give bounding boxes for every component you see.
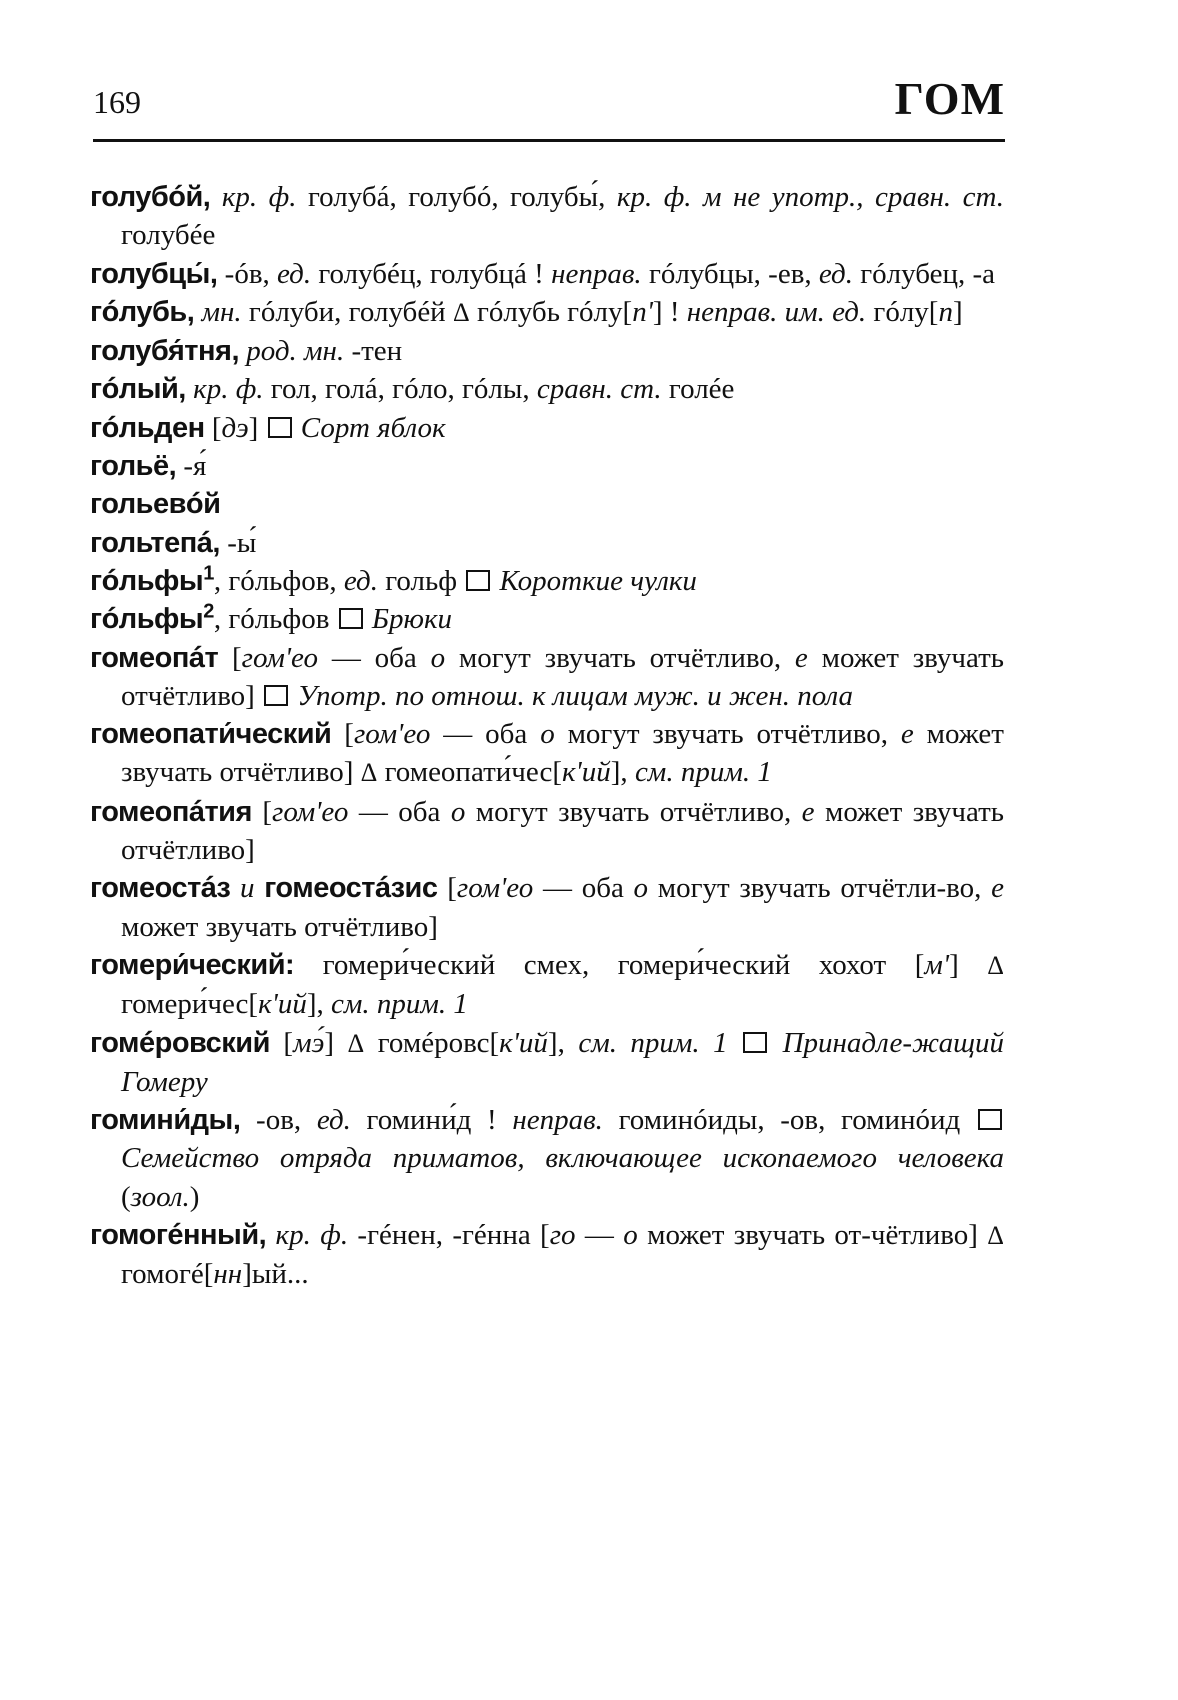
italic-note: Семейство отряда приматов, включающее ископаемого человека xyxy=(121,1142,1004,1175)
entry-text: ] xyxy=(324,1026,348,1059)
italic-note: м' xyxy=(924,948,950,981)
entry-text: может звучать отчётливо] xyxy=(121,718,1004,789)
italic-note: ед. xyxy=(336,564,378,597)
entry-text: гóлуби, голубéй xyxy=(241,295,453,328)
entry-text: голубéе xyxy=(121,219,216,252)
entry-text: ] xyxy=(248,411,266,444)
dictionary-entry-goluboy xyxy=(90,178,1004,255)
italic-note: о xyxy=(540,718,555,751)
entry-text: [ xyxy=(204,411,222,444)
entry-text: , гóльфов xyxy=(213,603,337,636)
dictionary-entry-gominidy xyxy=(90,1101,1004,1216)
italic-note: гом'ео xyxy=(272,795,349,828)
dictionary-entry-golden xyxy=(90,409,1004,447)
italic-note: сравн. ст. xyxy=(529,373,662,406)
entry-text: гóлубь гóлу[ xyxy=(469,295,633,328)
italic-note: о xyxy=(623,1219,638,1252)
italic-note: к'ий xyxy=(499,1026,548,1059)
entry-text: ], xyxy=(610,756,628,789)
headword: гóльфы xyxy=(90,564,204,597)
italic-note: Употр. по отнош. к лицам муж. и жен. пола xyxy=(290,679,854,712)
dictionary-entry-golubtsy xyxy=(90,255,1004,293)
italic-note: ед. xyxy=(301,1104,351,1137)
italic-note: Короткие чулки xyxy=(492,564,697,597)
entry-text: ) xyxy=(189,1180,200,1213)
italic-note: гом'ео xyxy=(353,718,431,751)
italic-note: го xyxy=(549,1219,576,1252)
entry-text: [ xyxy=(269,1026,294,1059)
entry-text: — xyxy=(575,1219,624,1252)
italic-note: е xyxy=(801,795,815,828)
italic-note: Принадле-жащий Гомеру xyxy=(121,1026,1004,1098)
dictionary-entry-goltepa xyxy=(90,524,1004,562)
headword: голубцы́, xyxy=(90,257,218,290)
italic-note: о xyxy=(633,872,649,905)
running-head: ГОМ xyxy=(894,73,1005,124)
headword: гомогéнный, xyxy=(90,1219,267,1252)
entry-text: гомеопати́чес[ xyxy=(377,756,562,789)
dictionary-entry-goly xyxy=(90,370,1004,408)
triangle-icon: Δ xyxy=(360,758,378,788)
entry-text: может звучать от-чётливо] xyxy=(637,1219,988,1252)
italic-note: см. прим. 1 xyxy=(627,756,772,789)
italic-note: мн. xyxy=(194,295,242,328)
headword: гомеостáз xyxy=(90,872,231,905)
italic-note: Сорт яблок xyxy=(293,411,446,444)
headword: гольевóй xyxy=(90,488,221,521)
italic-note: неправ. xyxy=(543,257,642,290)
dictionary-entry-gomeopatiya xyxy=(90,793,1004,870)
italic-note: дэ xyxy=(221,411,249,444)
italic-note: е xyxy=(900,718,914,751)
entry-text: ], xyxy=(547,1026,565,1059)
entry-text: ]ый... xyxy=(242,1258,309,1291)
italic-note: кр. ф. м не употр., сравн. ст. xyxy=(605,181,1004,213)
dictionary-entry-gomeostaz xyxy=(90,869,1004,946)
triangle-icon: Δ xyxy=(987,950,1004,980)
triangle-icon: Δ xyxy=(452,297,470,327)
entry-text: ] xyxy=(952,295,963,328)
italic-note: нн xyxy=(213,1258,243,1291)
italic-note: см. прим. 1 xyxy=(564,1026,742,1059)
entry-text: голубéц, голубцá ! xyxy=(311,257,544,290)
entry-text: может звучать отчётливо] xyxy=(121,910,438,943)
homonym-index: 2 xyxy=(203,600,214,623)
entry-text: голубá, голубó, голубы́, xyxy=(296,181,606,213)
header-rule xyxy=(93,139,1005,142)
headword: гóлубь, xyxy=(90,295,195,328)
dictionary-entry-golfy2 xyxy=(90,600,1004,638)
entry-text: [ xyxy=(251,795,273,828)
entry-text: ], xyxy=(306,988,324,1021)
entry-text: гóлубец, -а xyxy=(852,257,996,290)
italic-note: Брюки xyxy=(364,603,453,636)
headword: гомеопáт xyxy=(90,641,219,674)
entry-text: может звучать отчётливо] xyxy=(121,795,1004,867)
entry-text: гóлубцы, -ев, xyxy=(641,257,812,290)
entry-text: — оба xyxy=(533,872,634,905)
entry-text: -ы́ xyxy=(219,526,257,559)
homonym-index: 1 xyxy=(203,562,214,585)
italic-note: ед. xyxy=(811,257,853,290)
entry-text: ] ! xyxy=(652,295,680,328)
entry-text: гомери́ческий смех, гомери́ческий хохот [ xyxy=(294,948,925,981)
entry-text: -óв, xyxy=(217,257,270,290)
entry-text: гóлу[ xyxy=(866,295,939,328)
entry-text: могут звучать отчётли-во, xyxy=(648,872,992,905)
italic-note: ед. xyxy=(269,257,312,290)
headword: гольтепá, xyxy=(90,526,220,559)
entry-text: гольф xyxy=(377,564,465,597)
headword: гомéровский xyxy=(90,1026,270,1059)
definition-box-icon xyxy=(743,1032,767,1053)
italic-note: п' xyxy=(632,295,653,328)
dictionary-entry-gomeopat xyxy=(90,639,1004,716)
headword: гóльден xyxy=(90,411,205,444)
dictionary-entry-golfy1 xyxy=(90,562,1004,600)
entry-text: гомéровс[ xyxy=(364,1026,500,1059)
headword: гомери́ческий: xyxy=(90,948,295,981)
italic-note: кр. ф. xyxy=(266,1219,349,1252)
entry-text: [ xyxy=(218,641,242,674)
headword: гомеопати́ческий xyxy=(90,718,332,751)
italic-note: о xyxy=(450,795,466,828)
triangle-icon: Δ xyxy=(347,1028,365,1058)
definition-box-icon xyxy=(466,570,490,591)
italic-note: о xyxy=(430,641,446,674)
definition-box-icon xyxy=(268,417,292,438)
entry-text: могут звучать отчётливо, xyxy=(445,641,795,674)
entry-text: -гéнен, -гéнна [ xyxy=(348,1219,550,1252)
entry-text: , гóльфов, xyxy=(213,564,337,597)
definition-box-icon xyxy=(264,685,288,706)
dictionary-entry-golevoy xyxy=(90,485,1004,523)
dictionary-entries xyxy=(90,178,1004,1294)
entry-text: могут звучать отчётливо, xyxy=(465,795,802,828)
dictionary-entry-golyo xyxy=(90,447,1004,485)
entry-text: -я́ xyxy=(176,450,207,483)
entry-text: ( xyxy=(121,1180,131,1213)
headword: гомеопáтия xyxy=(90,795,252,828)
entry-text: -ов, xyxy=(240,1104,302,1137)
headword: гóльфы xyxy=(90,603,204,636)
italic-note: гом'ео xyxy=(456,872,534,905)
entry-text: гомери́чес[ xyxy=(121,988,259,1021)
italic-note: п xyxy=(938,295,953,328)
headword: гóлый, xyxy=(90,373,186,406)
definition-box-icon xyxy=(978,1109,1002,1130)
italic-note: зоол. xyxy=(130,1180,190,1213)
dictionary-entry-gomerichesky xyxy=(90,946,1004,1024)
entry-text: — оба xyxy=(318,641,431,674)
italic-note: и xyxy=(230,872,265,905)
entry-text: -тен xyxy=(344,335,403,368)
page-number: 169 xyxy=(93,84,141,120)
page-header xyxy=(93,72,1005,132)
italic-note: к'ий xyxy=(258,988,307,1021)
italic-note: неправ. им. ед. xyxy=(679,295,867,328)
headword: голубóй, xyxy=(90,181,211,213)
italic-note: см. прим. 1 xyxy=(323,988,468,1021)
entry-text: голéе xyxy=(661,373,735,406)
entry-text: [ xyxy=(331,718,354,751)
dictionary-entry-gomerovsky xyxy=(90,1024,1004,1102)
italic-note: мэ́ xyxy=(293,1026,325,1059)
definition-box-icon xyxy=(339,608,363,629)
dictionary-entry-golub xyxy=(90,293,1004,332)
italic-note: род. мн. xyxy=(239,335,345,368)
italic-note: е xyxy=(991,872,1004,905)
entry-text: гомогé[ xyxy=(121,1258,214,1291)
entry-text: [ xyxy=(437,872,457,905)
italic-note: кр. ф. xyxy=(185,373,264,406)
entry-text: — оба xyxy=(430,718,541,751)
headword: гольё, xyxy=(90,450,177,483)
italic-note: гом'ео xyxy=(241,641,319,674)
entry-text: ] xyxy=(949,948,988,981)
entry-text: гомини́д ! xyxy=(350,1104,497,1137)
headword: гомеостáзис xyxy=(264,872,438,905)
entry-text: могут звучать отчётливо, xyxy=(554,718,901,751)
dictionary-entry-gomeopatichesky xyxy=(90,715,1004,793)
dictionary-entry-golubyatnya xyxy=(90,332,1004,370)
headword: голубя́тня, xyxy=(90,335,240,368)
dictionary-entry-gomogenny xyxy=(90,1216,1004,1294)
headword: гомини́ды, xyxy=(90,1104,241,1137)
entry-text: гол, голá, гóло, гóлы, xyxy=(263,373,530,406)
entry-text: может звучать отчётливо] xyxy=(121,641,1004,712)
entry-text: гоминóиды, -ов, гоминóид xyxy=(602,1104,976,1137)
triangle-icon: Δ xyxy=(987,1221,1005,1251)
italic-note: кр. ф. xyxy=(210,181,297,213)
italic-note: е xyxy=(794,641,808,674)
italic-note: к'ий xyxy=(561,756,611,789)
entry-text: — оба xyxy=(348,795,451,828)
italic-note: неправ. xyxy=(496,1104,603,1137)
